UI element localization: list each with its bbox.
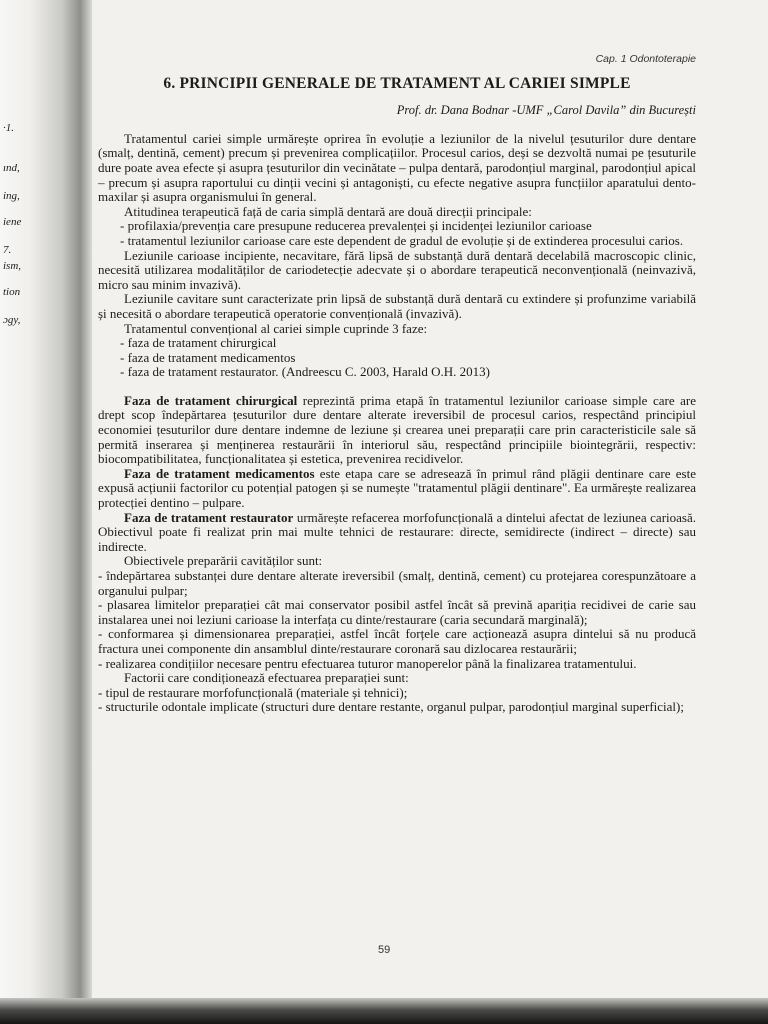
list-item: - conformarea și dimensionarea preparației, astfel încât forțele care acționează asupra dintelui să nu producă fractura unei componente din ansamblul dinte/restaurare coronară sau dizlocarea restaurării; (98, 626, 696, 656)
margin-fragment: ism, (3, 260, 22, 272)
paragraph: Tratamentul cariei simple urmărește oprirea în evoluție a leziunilor de la nivelul țesuturilor dure dentare (smalț, dentină, cement) precum și prevenirea complicațiilor. Procesul carios, deși se dezvoltă numai pe țesuturile dure poate avea efecte și asupra țesuturilor din vecinătate – pulpa dentară, parodonțiul marginal, parodonțiul apical – precum și asupra raportului cu dinții vecini și antagoniști, cu efecte negative asupra funcțiilor aparatului dento-maxilar și asupra organismului în general. (98, 130, 696, 205)
list-item: - profilaxia/prevenția care presupune reducerea prevalenței și incidenței leziunilor carioase (120, 218, 592, 234)
margin-fragment: iene (3, 216, 22, 228)
paragraph (98, 467, 696, 511)
paragraph: Leziunile cavitare sunt caracterizate prin lipsă de substanță dură dentară cu extindere și profunzime variabilă și necesită o abordare terapeutică operatorie convențională (invazivă). (98, 291, 696, 321)
list-item: - tipul de restaurare morfofuncțională (materiale și tehnici); (98, 684, 408, 700)
author-line: Prof. dr. Dana Bodnar -UMF „Carol Davila” din București (396, 103, 696, 118)
list-item: - faza de tratament medicamentos (120, 349, 296, 365)
page-number: 59 (378, 944, 391, 956)
paragraph: Atitudinea terapeutică față de caria simplă dentară are două direcții principale: (124, 203, 532, 219)
bold-term: Faza de tratament chirurgical (124, 392, 298, 408)
adjacent-page-fragments (0, 0, 40, 400)
list-item: - faza de tratament chirurgical (120, 335, 277, 351)
list-item: - faza de tratament restaurator. (Andreescu C. 2003, Harald O.H. 2013) (120, 364, 490, 380)
paragraph (98, 394, 696, 467)
document-page (98, 52, 696, 715)
bold-term: Faza de tratament medicamentos (124, 465, 315, 481)
paragraph-text: este etapa care se adresează în primul rând plăgii dentinare care este expusă acțiunii factorilor cu potențial patogen și se numește "tratamentul plăgii dentinare". Ea urmărește realizarea protecției dentino – pulpare. (98, 465, 696, 511)
list-item: - tratamentul leziunilor carioase care este dependent de gradul de evoluție și de extinderea procesului carios. (120, 232, 684, 248)
list-item: - structurile odontale implicate (structuri dure dentare restante, organul pulpar, parodonțiul marginal superficial); (98, 699, 684, 715)
margin-fragment: ɔgy, (3, 314, 21, 326)
list-item: - plasarea limitelor preparației cât mai conservator posibil astfel încât să prevină apariția recidivei de carie sau instalarea unei noi leziuni carioase la interfața cu dinte/restaurare (caria secundară marginală); (98, 597, 696, 627)
section-title: 6. PRINCIPII GENERALE DE TRATAMENT AL CARIEI SIMPLE (163, 74, 631, 92)
margin-fragment: ing, (3, 190, 20, 202)
paragraph: Tratamentul convențional al cariei simple cuprinde 3 faze: (124, 320, 428, 336)
paragraph-text: reprezintă prima etapă în tratamentul leziunilor carioase simple care are drept scop îndepărtarea țesuturilor dure dentare alterate ireversibil de procesul carios, respectând principiul economiei țesuturilor dure dentare indemne de leziune și crearea unei preparații care prin caracteristicile sale să permită inserarea și menținerea restaurării în interiorul său, respectând principiile biointegrării, respectiv: biocompatibilitatea, funcționalitatea și estetica, prevenirea recidivelor. (98, 392, 696, 467)
paragraph: Leziunile carioase incipiente, necavitare, fără lipsă de substanță dură dentară decelabilă macroscopic clinic, necesită utilizarea modalităților de cariodetecție adecvate și o abordare terapeutică neconvențională (neinvazivă, micro sau minim invazivă). (98, 247, 696, 292)
scan-bottom-edge (0, 998, 768, 1024)
list-item: - îndepărtarea substanței dure dentare alterate ireversibil (smalț, dentină, cement) cu protejarea corespunzătoare a organului pulpar; (98, 568, 696, 598)
margin-fragment: tion (3, 286, 21, 298)
paragraph-text: urmărește refacerea morfofuncțională a dintelui afectat de leziunea carioasă. Obiectivul poate fi realizat prin mai multe tehnici de restaurare: directe, semidirecte (indirect – directe) sau indirecte. (98, 509, 696, 554)
margin-fragment: ·1. (3, 122, 14, 134)
paragraph (98, 511, 696, 555)
chapter-header: Cap. 1 Odontoterapie (595, 53, 696, 65)
paragraph: Obiectivele preparării cavităților sunt: (124, 553, 323, 569)
margin-fragment: 7. (3, 244, 12, 256)
paragraph-gap (98, 380, 696, 394)
bold-term: Faza de tratament restaurator (124, 509, 294, 525)
list-item: - realizarea condițiilor necesare pentru efectuarea tuturor manoperelor până la finalizarea tratamentului. (98, 655, 637, 671)
paragraph: Factorii care condiționează efectuarea preparației sunt: (124, 670, 409, 686)
margin-fragment: ınd, (3, 162, 20, 174)
